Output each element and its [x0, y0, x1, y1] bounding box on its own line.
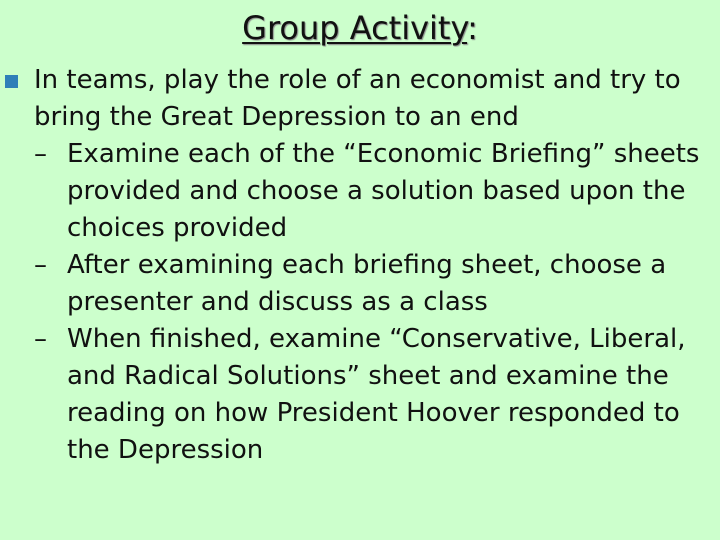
slide-content: [0, 62, 720, 469]
sub-bullet-text: Examine each of the “Economic Briefing” sheets provided and choose a solution based upon the choices provided: [67, 139, 700, 243]
sub-bullet-item: [0, 136, 720, 247]
dash-marker: –: [34, 250, 47, 280]
sub-bullet-item: [0, 247, 720, 321]
bullet-text: In teams, play the role of an economist and try to bring the Great Depression to an end: [34, 65, 681, 132]
bullet-item: [0, 62, 694, 136]
sub-bullet-text: When finished, examine “Conservative, Liberal, and Radical Solutions” sheet and examine the reading on how President Hoover responded to the Depression: [67, 324, 686, 465]
slide-title-colon: :: [467, 9, 478, 47]
square-bullet-icon: [5, 75, 18, 88]
sub-bullet-item: [0, 321, 720, 469]
dash-marker: –: [34, 139, 47, 169]
slide-title: [0, 6, 720, 50]
sub-bullet-text: After examining each briefing sheet, choose a presenter and discuss as a class: [67, 250, 667, 317]
slide-title-text: Group Activity: [242, 9, 468, 47]
dash-marker: –: [34, 324, 47, 354]
